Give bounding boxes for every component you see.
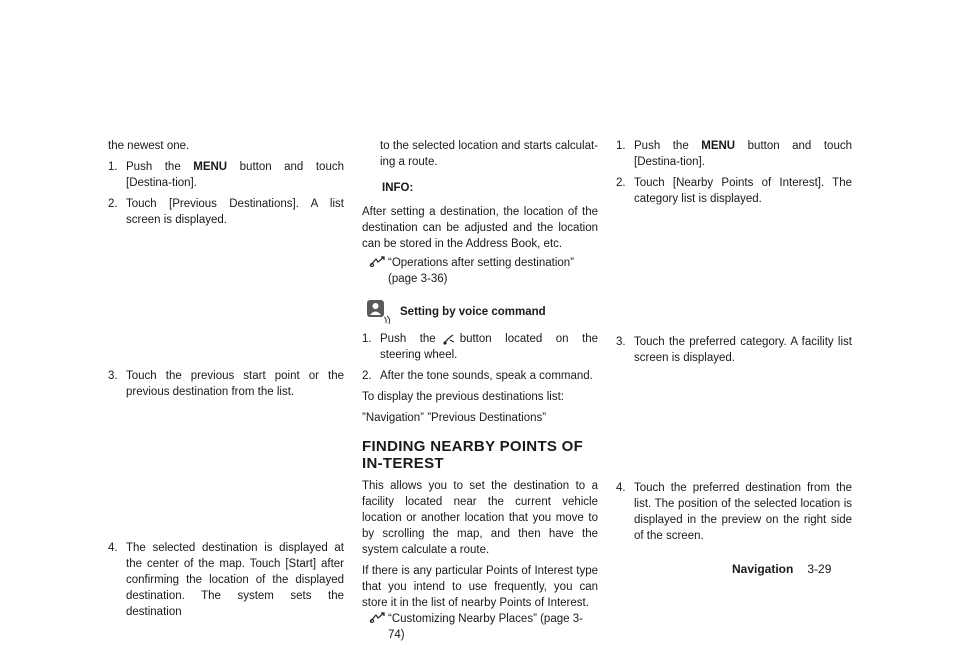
step-text: Touch [Previous Destinations]. A list screen is displayed. (126, 198, 344, 226)
step-number: 4. (108, 542, 118, 554)
body-text-1: This allows you to set the destination to a facility located near the current vehicle location or another location that you move to by scrolling the map, and then have the system calculate a route. (362, 480, 598, 556)
step-text (634, 138, 852, 170)
reference-text: “Operations after setting destination” (page 3-36) (388, 257, 575, 285)
talk-button-icon (442, 333, 456, 345)
page-footer (732, 562, 831, 576)
voice-section-title: Setting by voice command (400, 306, 546, 318)
page-number: 3-29 (807, 562, 832, 576)
menu-key-label: MENU (701, 140, 736, 152)
step-text-pre: Push the (126, 161, 194, 173)
step-3 (108, 368, 344, 400)
step-4 (108, 540, 344, 620)
step-3 (616, 334, 852, 366)
step-text (380, 331, 598, 363)
step-2 (108, 196, 344, 228)
step-text: Touch the previous start point or the previous destination from the list. (126, 370, 344, 398)
reference-link[interactable] (362, 255, 598, 287)
step-text-pre: Push the (634, 140, 702, 152)
voice-section-header (362, 299, 598, 325)
step-number: 2. (616, 177, 626, 189)
reference-arrow-icon (368, 256, 388, 268)
reference-arrow-icon (368, 612, 388, 624)
step-number: 4. (616, 482, 626, 494)
step-text-post: button located on the steering wheel. (380, 333, 598, 361)
step-number: 1. (108, 161, 118, 173)
screen-image-placeholder (108, 405, 344, 540)
step-text-pre: Push the (380, 333, 436, 345)
step-text: Touch [Nearby Points of Interest]. The category list is displayed. (634, 177, 852, 205)
step-number: 1. (616, 140, 626, 152)
voice-command-text: ”Navigation” ”Previous Destinations” (362, 412, 547, 424)
step-text-post: button and touch [Destina-tion]. (634, 140, 852, 168)
intro-text: the newest one. (108, 140, 190, 152)
step-2 (616, 175, 852, 207)
step-text: The selected destination is displayed at the center of the map. Touch [Start] after confirming the location of the displayed destination. The system sets the destination (126, 542, 344, 618)
info-text: After setting a destination, the location of the destination can be adjusted and the location can be stored in the Address Book, etc. (362, 206, 598, 250)
step-1 (616, 138, 852, 170)
screen-image-placeholder (108, 233, 344, 368)
step-text: Touch the preferred category. A facility list screen is displayed. (634, 336, 852, 364)
step-number: 3. (616, 336, 626, 348)
step-number: 2. (362, 370, 372, 382)
reference-text: “Customizing Nearby Places” (page 3-74) (388, 613, 583, 641)
step-4 (616, 480, 852, 544)
screen-image-placeholder (616, 212, 852, 334)
voice-command-icon (366, 299, 392, 325)
column-middle (362, 138, 598, 643)
voice-step-1 (362, 331, 598, 363)
step-1 (108, 159, 344, 191)
column-left (108, 138, 344, 625)
voice-step-2 (362, 368, 598, 384)
reference-link[interactable] (362, 611, 598, 643)
step-text: Touch the preferred destination from the list. The position of the selected location is displayed in the preview on the right side of the screen. (634, 482, 852, 542)
section-name: Navigation (732, 562, 794, 576)
body-text-2: If there is any particular Points of Interest type that you intend to use frequently, you can store it in the list of nearby Points of Interest. (362, 565, 598, 609)
step-number: 3. (108, 370, 118, 382)
step-text-post: button and touch [Destina-tion]. (126, 161, 344, 189)
column-right (616, 138, 852, 549)
screen-image-placeholder (616, 371, 852, 480)
menu-key-label: MENU (193, 161, 228, 173)
step-text (126, 159, 344, 191)
section-heading: FINDING NEARBY POINTS OF IN-TEREST (362, 438, 584, 472)
info-label: INFO: (382, 182, 414, 194)
continuation-text: to the selected location and starts calculat-ing a route. (380, 140, 598, 168)
step-number: 2. (108, 198, 118, 210)
display-previous-text: To display the previous destinations list: (362, 391, 564, 403)
step-number: 1. (362, 333, 372, 345)
step-text: After the tone sounds, speak a command. (380, 370, 593, 382)
